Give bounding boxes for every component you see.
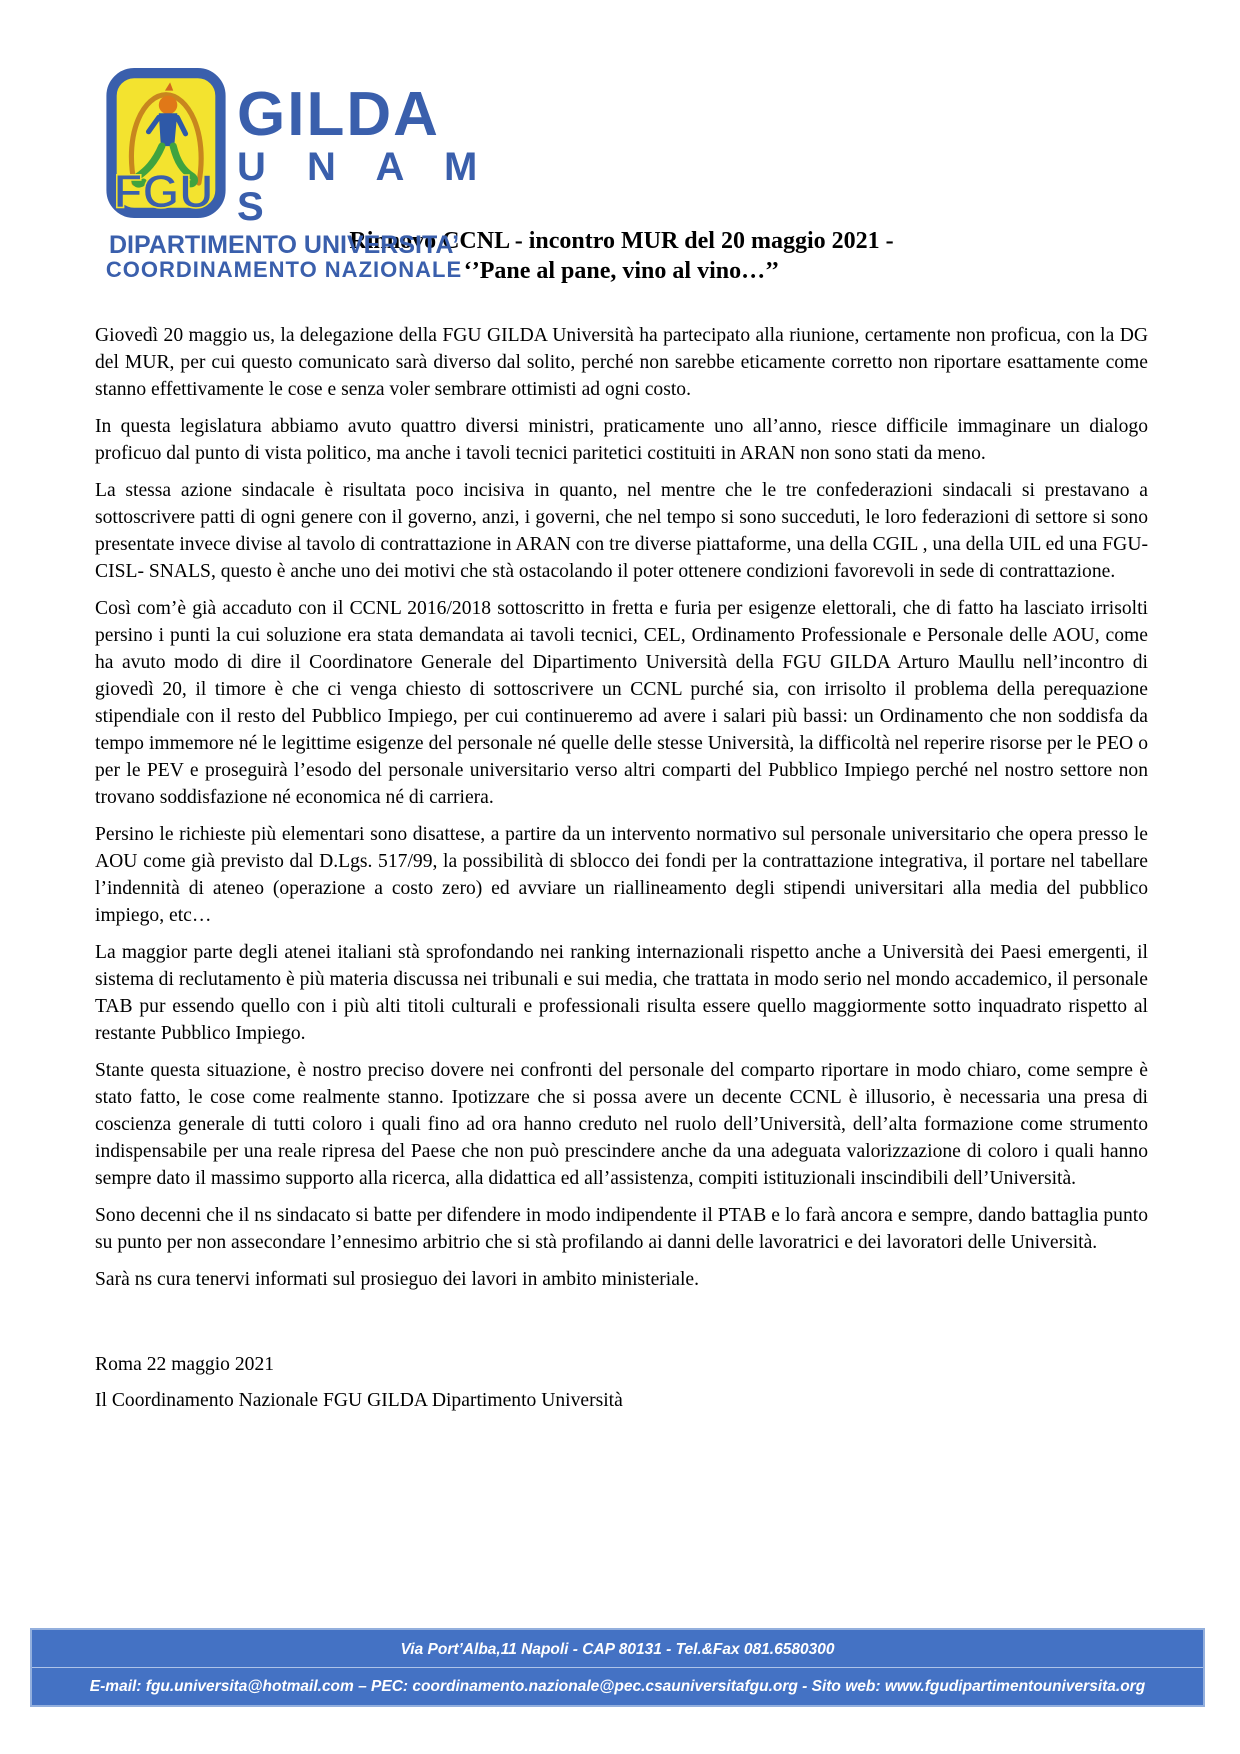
org-logo-block	[105, 68, 525, 281]
paragraph: La maggior parte degli atenei italiani stà sprofondando nei ranking internazionali rispetto anche a Università dei Paesi emergenti, il sistema di reclutamento è più materia discussa nei tribunali e sui media, che trattata in modo serio nel mondo accademico, il personale TAB pur essendo quello con i più alti titoli culturali e professionali risulta essere quello maggiormente sotto inquadrato rispetto al restante Pubblico Impiego.	[95, 942, 1148, 1044]
paragraph: Persino le richieste più elementari sono disattese, a partire da un intervento normativo sul personale universitario che opera presso le AOU come già previsto dal D.Lgs. 517/99, la possibilità di sblocco dei fondi per la contrattazione integrativa, il portare nel tabellare l’indennità di ateneo (operazione a costo zero) ed avviare un riallineamento degli stipendi universitari alla media del pubblico impiego, etc…	[95, 824, 1148, 926]
fgu-logo-text: FGU	[113, 165, 214, 218]
footer-email-line: E-mail: fgu.universita@hotmail.com – PEC: coordinamento.nazionale@pec.csauniversitafgu.org - Sito web: www.fgudipartimentouniversita.org	[89, 1678, 1146, 1695]
footer-address-line: Via Port’Alba,11 Napoli - CAP 80131 - Tel.&Fax 081.6580300	[32, 1630, 1203, 1668]
logo-gilda-text: GILDA	[237, 80, 440, 149]
paragraph: Giovedì 20 maggio us, la delegazione della FGU GILDA Università ha partecipato alla riunione, certamente non proficua, con la DG del MUR, per cui questo comunicato sarà diverso dal solito, perché non sarebbe eticamente corretto non riportare esattamente come stanno effettivamente le cose e senza voler sembrare ottimisti ad ogni costo.	[95, 325, 1148, 400]
logo-coordination-line: COORDINAMENTO NAZIONALE	[105, 257, 463, 283]
logo-department-line: DIPARTIMENTO UNIVERSITA’	[108, 230, 460, 259]
document-body	[95, 322, 1148, 1293]
title-line1: Rinnovo CCNL - incontro MUR del 20 maggio 2021 -	[349, 228, 894, 254]
fgu-jester-logo-icon	[105, 68, 227, 218]
paragraph: Sarà ns cura tenervi informati sul prosieguo dei lavori in ambito ministeriale.	[95, 1269, 699, 1290]
logo-unams-text: U N A M S	[237, 144, 493, 229]
paragraph: Stante questa situazione, è nostro preciso dovere nei confronti del personale del comparto riportare in modo chiaro, come sempre è stato fatto, le cose come realmente stanno. Ipotizzare che si possa avere un decente CCNL è illusorio, è necessaria una presa di coscienza generale di tutti coloro i quali fino ad ora hanno creduto nel ruolo dell’Università, dell’alta formazione come strumento indispensabile per una reale ripresa del Paese che non può prescindere anche da una adeguata valorizzazione di coloro i quali hanno sempre dato il massimo supporto alla ricerca, alla didattica ed all’assistenza, compiti istituzionali inscindibili dell’Università.	[95, 1060, 1148, 1189]
paragraph: Così com’è già accaduto con il CCNL 2016/2018 sottoscritto in fretta e furia per esigenze elettorali, che di fatto ha lasciato irrisolti persino i punti la cui soluzione era stata demandata ai tavoli tecnici, CEL, Ordinamento Professionale e Personale delle AOU, come ha avuto modo di dire il Coordinatore Generale del Dipartimento Università della FGU GILDA Arturo Maullu nell’incontro di giovedì 20, il timore è che ci venga chiesto di sottoscrivere un CCNL purché sia, con irrisolto il problema della perequazione stipendiale con il resto del Pubblico Impiego, per cui continueremo ad avere i salari più bassi: un Ordinamento che non soddisfa da tempo immemore né le legittime esigenze del personale né quelle delle stesse Università, la difficoltà nel reperire risorse per le PEO o per le PEV e proseguirà l’esodo del personale universitario verso altri comparti del Pubblico Impiego perché nel nostro settore non trovano soddisfazione né economica né di carriera.	[95, 598, 1148, 808]
title-line2: ‘’Pane al pane, vino al vino…’’	[463, 258, 780, 284]
paragraph: La stessa azione sindacale è risultata poco incisiva in quanto, nel mentre che le tre confederazioni sindacali si prestavano a sottoscrivere patti di ogni genere con il governo, anzi, i governi, che nel tempo si sono succeduti, le loro federazioni di settore si sono presentate invece divise al tavolo di contrattazione in ARAN con tre diverse piattaforme, una della CGIL , una della UIL ed una FGU-CISL- SNALS, questo è anche uno dei motivi che stà ostacolando il poter ottenere condizioni favorevoli in sede di contrattazione.	[95, 480, 1148, 582]
paragraph: In questa legislatura abbiamo avuto quattro diversi ministri, praticamente uno all’anno, riesce difficile immaginare un dialogo proficuo dal punto di vista politico, ma anche i tavoli tecnici paritetici costituiti in ARAN non sono stati da meno.	[95, 416, 1148, 464]
footer-contact-band	[30, 1628, 1205, 1707]
signature-line: Il Coordinamento Nazionale FGU GILDA Dipartimento Università	[95, 1390, 623, 1411]
place-date: Roma 22 maggio 2021	[95, 1354, 275, 1375]
paragraph: Sono decenni che il ns sindacato si batte per difendere in modo indipendente il PTAB e lo farà ancora e sempre, dando battaglia punto su punto per non assecondare l’ennesimo arbitrio che si stà profilando ai danni delle lavoratrici e dei lavoratori delle Università.	[95, 1205, 1148, 1253]
